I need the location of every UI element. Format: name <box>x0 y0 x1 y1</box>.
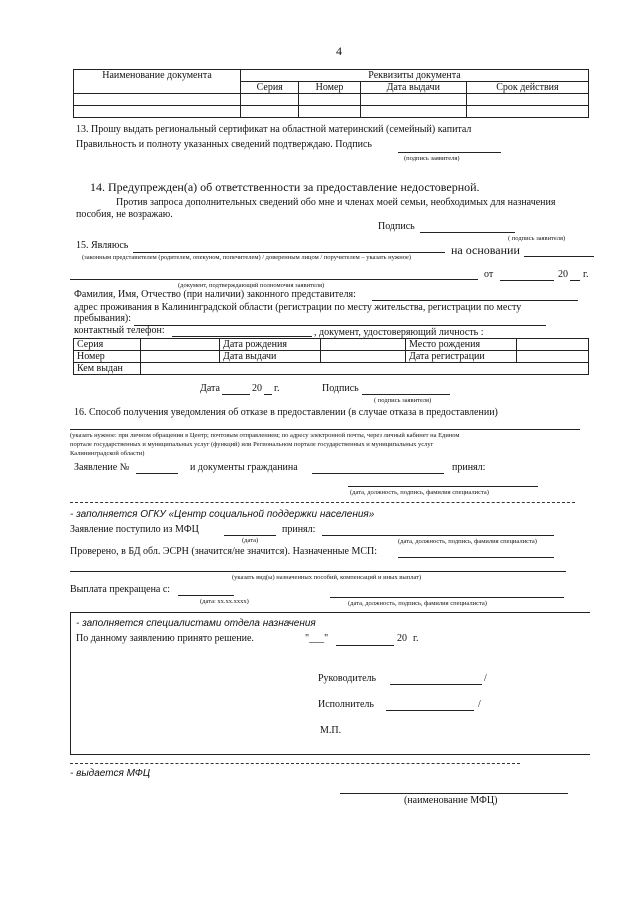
s16-accepted: принял: <box>452 462 486 473</box>
s14-sign-label: Подпись <box>378 221 415 232</box>
decision-executor: Исполнитель <box>318 699 374 710</box>
doc-name-header: Наименование документа <box>74 70 241 94</box>
s15-address1: адрес проживания в Калининградской области (регистрации по месту жительства, регистрации по месту <box>74 302 522 313</box>
id-number-label: Номер <box>74 351 141 363</box>
s15-date-suffix: г. <box>274 383 280 394</box>
ogku-spec-field-2[interactable] <box>330 597 564 598</box>
decision-box-left <box>70 612 71 754</box>
id-birth-date-label: Дата рождения <box>220 339 321 351</box>
s15-address2: пребывания): <box>74 313 132 324</box>
page-number: 4 <box>336 44 342 58</box>
s15-date-field[interactable] <box>222 394 250 395</box>
s15-basis-field[interactable] <box>524 256 594 257</box>
s15-id-doc: , документ, удостоверяющий личность : <box>314 327 484 338</box>
decision-box-top <box>70 612 590 613</box>
ogku-stopped-date-field[interactable] <box>178 595 234 596</box>
table-row <box>74 106 589 118</box>
s16-app-label: Заявление № <box>74 462 130 473</box>
decision-year: 20 <box>397 633 407 644</box>
id-issued-by-label: Кем выдан <box>74 363 141 375</box>
divider <box>70 763 520 764</box>
s15-from-date-field[interactable] <box>500 280 554 281</box>
s15-sign-label: Подпись <box>322 383 359 394</box>
divider <box>70 502 575 503</box>
s15-date-label: Дата <box>200 383 220 394</box>
mfc-caption: (наименование МФЦ) <box>404 795 498 806</box>
s16-note1: (указать нужное: при личном обращении в Центр; почтовым отправлением; по адресу электронной почты, через личный кабинет на Едином <box>70 432 460 439</box>
decision-day: "___" <box>305 633 329 644</box>
ogku-title: - заполняется ОГКУ «Центр социальной поддержки населения» <box>70 509 375 520</box>
s15-sig-caption: ( подпись заявителя) <box>374 397 432 404</box>
s16-note2: портале государственных и муниципальных услуг (функций) или Региональном портале государственных и муниципальных услуг <box>70 441 434 448</box>
s16-app-number-field[interactable] <box>136 473 178 474</box>
s14-heading: 14. Предупрежден(а) об ответственности за предоставление недостоверной. <box>90 180 480 194</box>
s15-date-year: 20 <box>252 383 262 394</box>
id-reg-date-value[interactable] <box>517 351 589 363</box>
decision-executor-field[interactable] <box>386 710 474 711</box>
decision-title: - заполняется специалистами отдела назначения <box>76 618 316 629</box>
s15-rep-caption: (законным представителем (родителем, опекуном, попечителем) / доверенным лицом / поручителем – указать нужное) <box>82 254 412 261</box>
s16-citizen-field[interactable] <box>312 473 444 474</box>
s15-year-suffix: г. <box>583 269 589 280</box>
decision-text: По данному заявлению принято решение. <box>76 633 254 644</box>
id-series-value[interactable] <box>141 339 220 351</box>
decision-head-slash: / <box>484 673 487 684</box>
id-reg-date-label: Дата регистрации <box>406 351 517 363</box>
col-series: Серия <box>241 82 299 94</box>
s15-year: 20 <box>558 269 568 280</box>
s15-fio: Фамилия, Имя, Отчество (при наличии) законного представителя: <box>74 289 356 300</box>
ogku-msp-field[interactable] <box>398 557 554 558</box>
ogku-spec-field[interactable] <box>322 535 554 536</box>
decision-month-field[interactable] <box>336 645 394 646</box>
s14-sig-caption: ( подпись заявителя) <box>508 235 566 242</box>
ogku-stopped-caption: (дата: хх.хх.хххх) <box>200 598 249 605</box>
s15-fio-field[interactable] <box>372 300 578 301</box>
ogku-spec-caption: (дата, должность, подпись, фамилия специалиста) <box>398 538 537 545</box>
id-number-value[interactable] <box>141 351 220 363</box>
id-birth-place-value[interactable] <box>517 339 589 351</box>
s13-line2: Правильность и полноту указанных сведений подтверждаю. Подпись <box>76 139 372 150</box>
s14-signature-field[interactable] <box>420 232 515 233</box>
s15-date-year-field[interactable] <box>264 394 272 395</box>
decision-head-field[interactable] <box>390 684 482 685</box>
decision-head: Руководитель <box>318 673 377 684</box>
ogku-types-caption: (указать вид(ы) назначенных пособий, компенсаций и иных выплат) <box>232 574 422 581</box>
s15-role-field[interactable] <box>133 252 445 253</box>
ogku-checked: Проверено, в БД обл. ЭСРН (значится/не значится). Назначенные МСП: <box>70 546 378 557</box>
s15-year-field[interactable] <box>570 280 580 281</box>
col-issue-date: Дата выдачи <box>360 82 466 94</box>
ogku-date-caption: (дата) <box>242 537 259 544</box>
decision-stamp: М.П. <box>320 725 342 736</box>
decision-box-bottom <box>70 754 590 755</box>
s13-line1: 13. Прошу выдать региональный сертификат на областной материнский (семейный) капитал <box>76 124 472 135</box>
s15-doc-caption: (документ, подтверждающий полномочия заявителя) <box>178 282 325 289</box>
ogku-accepted: принял: <box>282 524 316 535</box>
s15-address-field[interactable] <box>134 325 546 326</box>
s15-phone: контактный телефон: <box>74 325 165 336</box>
col-number: Номер <box>299 82 360 94</box>
s13-sig-caption: (подпись заявителя) <box>404 155 460 162</box>
id-birth-place-label: Место рождения <box>406 339 517 351</box>
mfc-name-field[interactable] <box>340 793 568 794</box>
id-issue-date-value[interactable] <box>321 351 406 363</box>
s14-line2: пособия, не возражаю. <box>76 209 173 220</box>
ogku-types-field[interactable] <box>70 571 566 572</box>
s16-method-field[interactable] <box>70 429 580 430</box>
s16-note3: Калининградской области) <box>70 450 145 457</box>
s15-signature-field[interactable] <box>362 394 450 395</box>
id-birth-date-value[interactable] <box>321 339 406 351</box>
id-issue-date-label: Дата выдачи <box>220 351 321 363</box>
s16-spec-caption: (дата, должность, подпись, фамилия специалиста) <box>350 489 489 496</box>
table-row <box>74 94 589 106</box>
s13-signature-field[interactable] <box>398 152 501 153</box>
s14-line1: Против запроса дополнительных сведений обо мне и членах моей семьи, необходимых для назначения <box>116 197 556 208</box>
s15-phone-field[interactable] <box>172 336 312 337</box>
decision-executor-slash: / <box>478 699 481 710</box>
s16-heading: 16. Способ получения уведомления об отказе в предоставлении (в случае отказа в предоставлении) <box>74 407 498 418</box>
id-document-table <box>73 338 589 375</box>
s15-from: от <box>484 269 494 280</box>
decision-year-suffix: г. <box>413 633 419 644</box>
doc-requisites-header: Реквизиты документа <box>241 70 589 82</box>
ogku-stopped: Выплата прекращена с: <box>70 584 171 595</box>
s15-label: 15. Являюсь <box>76 240 129 251</box>
documents-table <box>73 69 589 118</box>
id-issued-by-value[interactable] <box>141 363 589 375</box>
s16-spec-field[interactable] <box>348 486 538 487</box>
col-validity: Срок действия <box>466 82 588 94</box>
ogku-spec-caption-2: (дата, должность, подпись, фамилия специалиста) <box>348 600 487 607</box>
s15-basis: на основании <box>451 243 520 257</box>
s16-app-and: и документы гражданина <box>190 462 298 473</box>
s15-doc-field[interactable] <box>70 279 478 280</box>
mfc-title: - выдается МФЦ <box>70 768 151 779</box>
id-series-label: Серия <box>74 339 141 351</box>
ogku-received-date-field[interactable] <box>224 535 276 536</box>
ogku-received: Заявление поступило из МФЦ <box>70 524 199 535</box>
